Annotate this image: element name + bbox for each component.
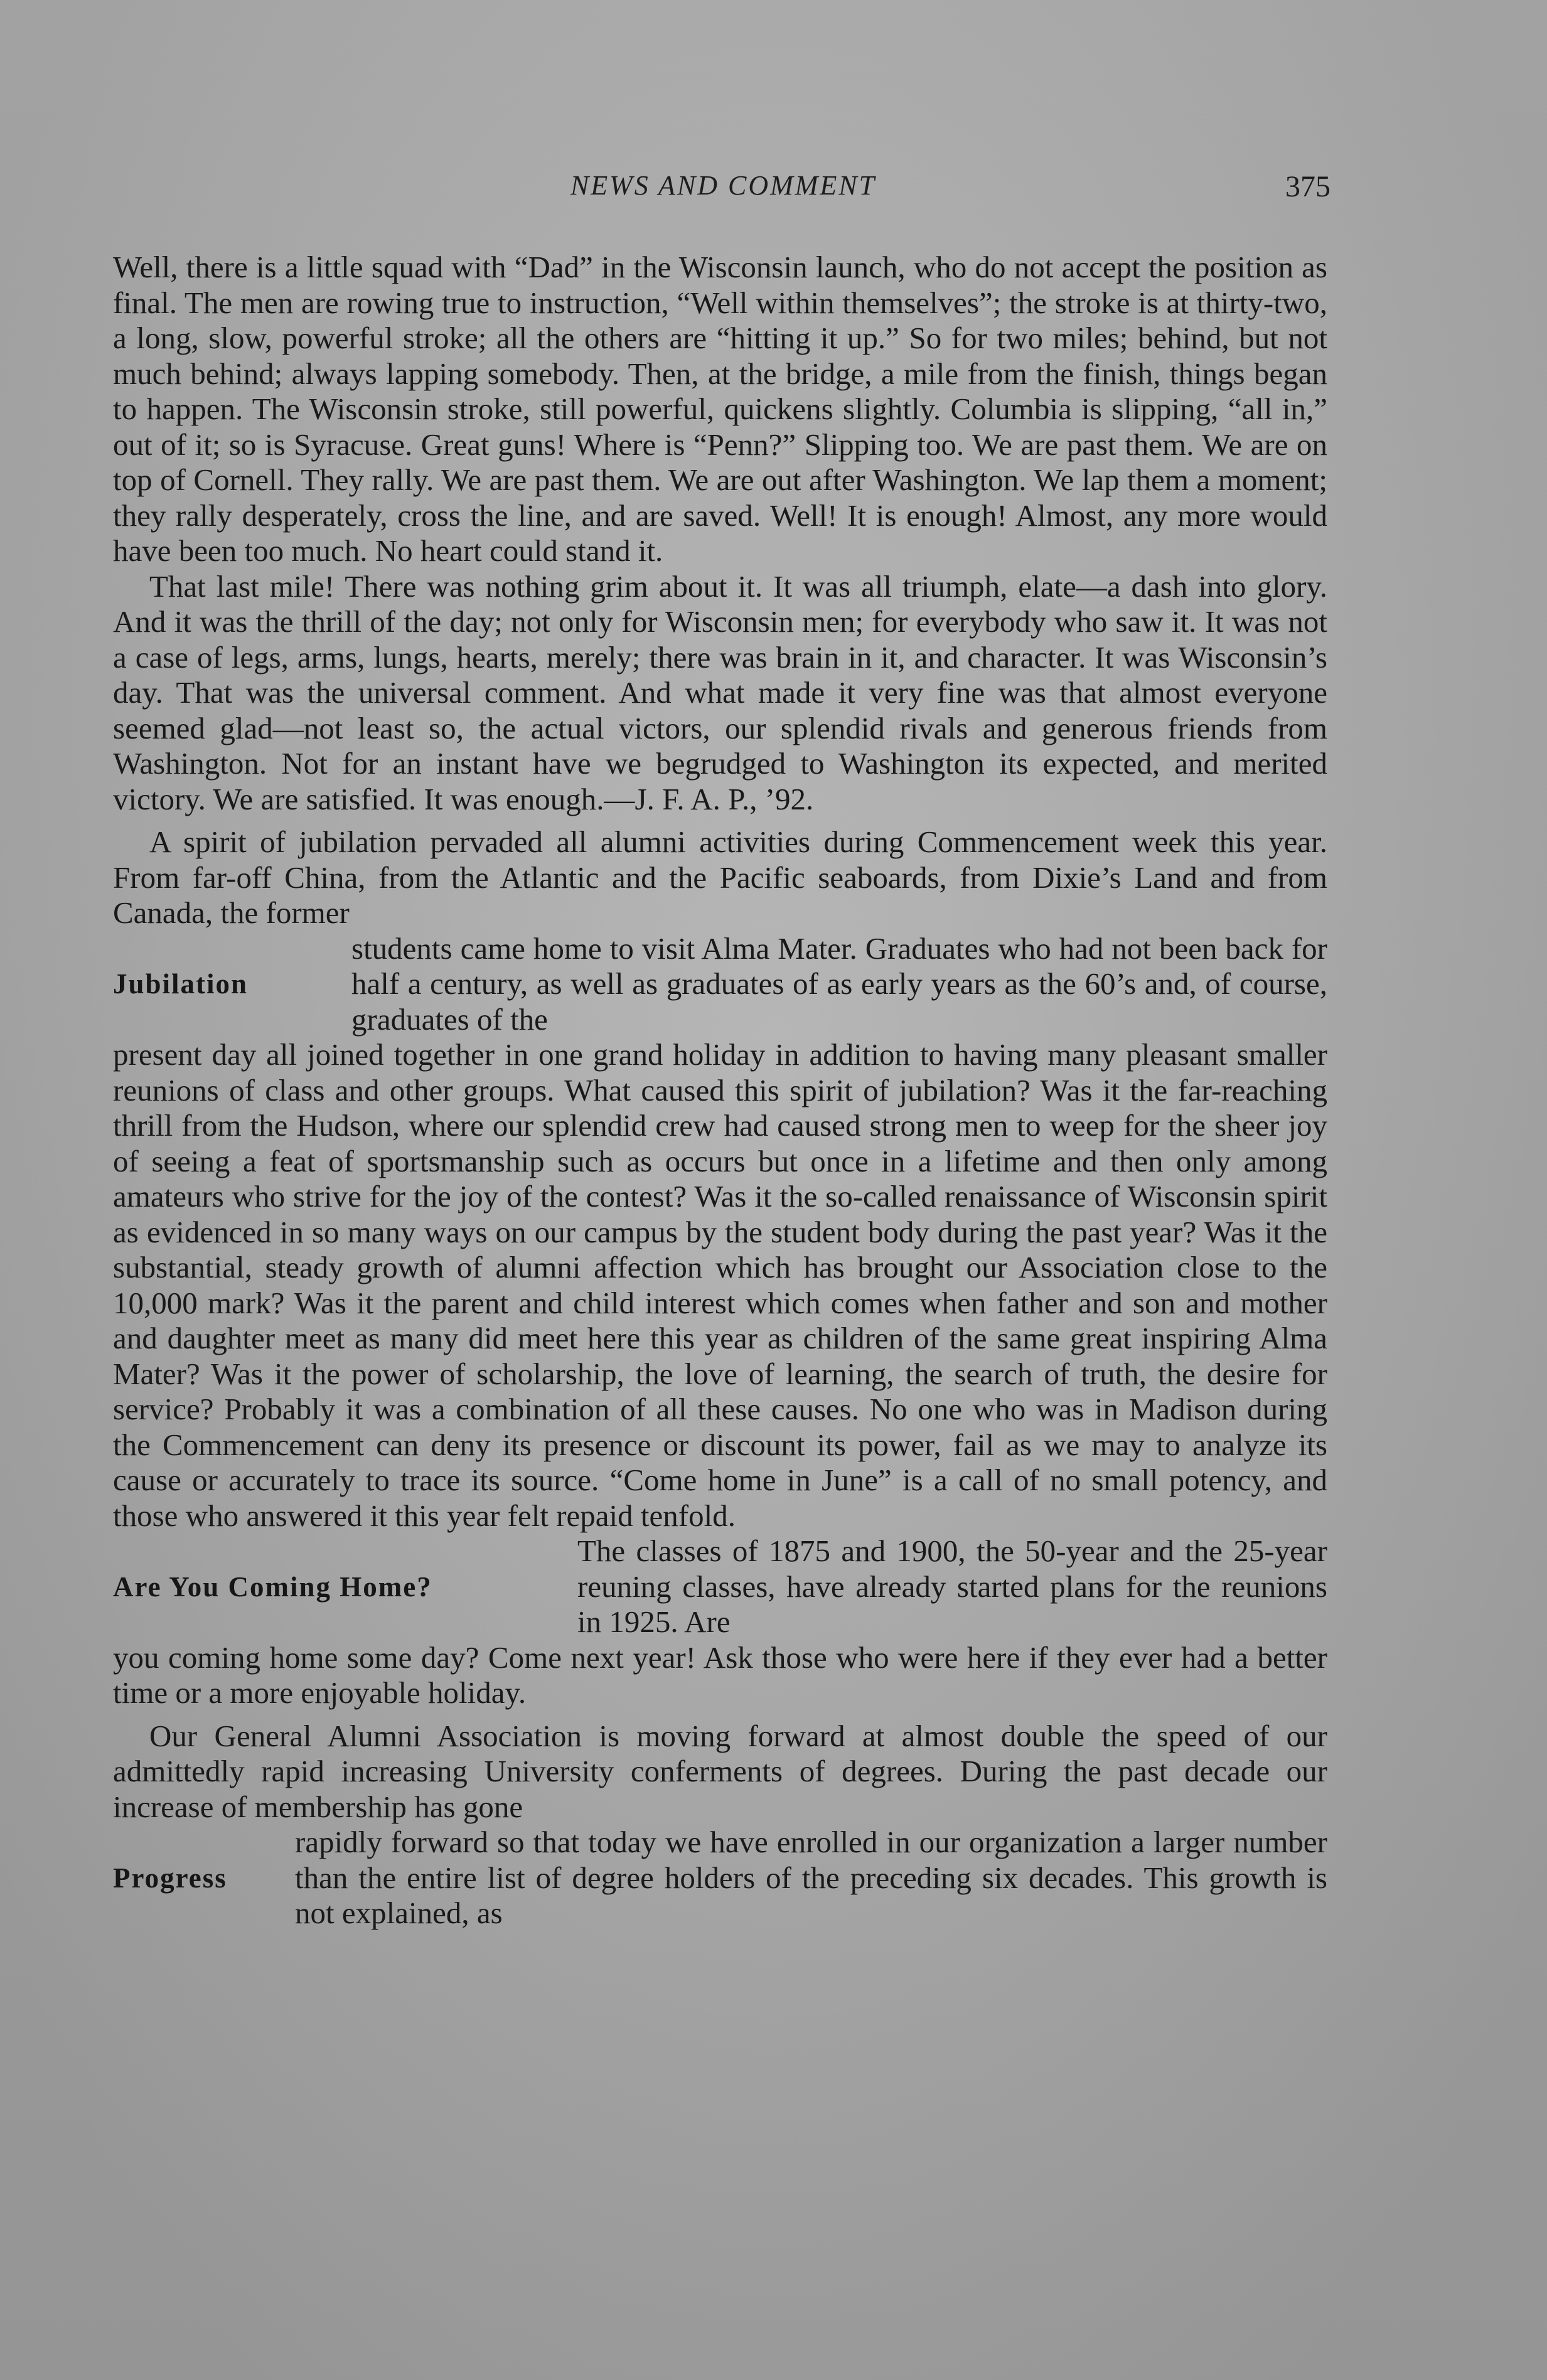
paragraph-coming-home-rest: you coming home some day? Come next year! Ask those who were here if they ever had a better time or a more enjoyable holiday. — [113, 1640, 1327, 1710]
paragraph-jubilation-intro: A spirit of jubilation pervaded all alumni activities during Commencement week this year. From far-off China, from the Atlantic and the Pacific seaboards, from Dixie’s Land and from Canada, the former — [113, 824, 1327, 930]
progress-sidehead-block — [113, 1825, 1327, 1931]
paragraph-progress-intro: Our General Alumni Association is moving forward at almost double the speed of our admittedly rapid increasing University conferments of degrees. During the past decade our increase of membership has gone — [113, 1718, 1327, 1824]
sidehead-progress: Progress — [113, 1862, 227, 1894]
paragraph-progress-side: rapidly forward so that today we have enrolled in our organization a larger number than the entire list of degree holders of the preceding six decades. This growth is not explained, as — [295, 1825, 1327, 1930]
sidehead-coming-home: Are You Coming Home? — [113, 1571, 432, 1603]
coming-home-sidehead-block — [113, 1534, 1327, 1640]
page-header — [116, 169, 1330, 210]
paragraph-jubilation-rest: present day all joined together in one grand holiday in addition to having many pleasant smaller reunions of class and other groups. What caused this spirit of jubilation? Was it the far-reaching thrill from the Hudson, where our splendid crew had caused strong men to weep for the sheer joy of seeing a feat of sportsmanship such as occurs but once in a lifetime and then only among amateurs who strive for the joy of the contest? Was it the so-called renaissance of Wisconsin spirit as evidenced in so many ways on our campus by the student body during the past year? Was it the substantial, steady growth of alumni affection which has brought our Association close to the 10,000 mark? Was it the parent and child interest which comes when father and son and mother and daughter meet as many did meet here this year as children of the same great inspiring Alma Mater? Was it the power of scholarship, the love of learning, the search of truth, the desire for service? Probably it was a combination of all these causes. No one who was in Madison during the Commencement can deny its presence or discount its power, fail as we may to analyze its cause or accurately to trace its source. “Come home in June” is a call of no small potency, and those who answered it this year felt repaid tenfold. — [113, 1037, 1327, 1533]
page-number: 375 — [1285, 170, 1330, 203]
running-title: NEWS AND COMMENT — [570, 170, 877, 201]
paragraph-last-mile: That last mile! There was nothing grim about it. It was all triumph, elate—a dash into glory. And it was the thrill of the day; not only for Wisconsin men; for everybody who saw it. It was not a case of legs, arms, lungs, hearts, merely; there was brain in it, and character. It was Wisconsin’s day. That was the universal comment. And what made it very fine was that almost everyone seemed glad—not least so, the actual victors, our splendid rivals and generous friends from Washington. Not for an instant have we begrudged to Washington its expected, and merited victory. We are satisfied. It was enough.—J. F. A. P., ’92. — [113, 568, 1327, 816]
text-column — [113, 250, 1327, 1931]
paragraph-crew-race: Well, there is a little squad with “Dad” in the Wisconsin launch, who do not accept the position as final. The men are rowing true to instruction, “Well within themselves”; the stroke is at thirty-two, a long, slow, powerful stroke; all the others are “hitting it up.” So for two miles; behind, but not much behind; always lapping somebody. Then, at the bridge, a mile from the finish, things began to happen. The Wisconsin stroke, still powerful, quickens slightly. Columbia is slipping, “all in,” out of it; so is Syracuse. Great guns! Where is “Penn?” Slipping too. We are past them. We are on top of Cornell. They rally. We are past them. We are out after Washington. We lap them a moment; they rally desperately, cross the line, and are saved. Well! It is enough! Almost, any more would have been too much. No heart could stand it. — [113, 250, 1327, 568]
paragraph-coming-home-side: The classes of 1875 and 1900, the 50-year and the 25-year reuning classes, have already started plans for the reunions in 1925. Are — [577, 1534, 1327, 1639]
jubilation-sidehead-block — [113, 931, 1327, 1038]
sidehead-jubilation: Jubilation — [113, 968, 249, 1000]
paragraph-jubilation-side: students came home to visit Alma Mater. Graduates who had not been back for half a century, as well as graduates of as early years as the 60’s and, of course, graduates of the — [351, 931, 1327, 1037]
